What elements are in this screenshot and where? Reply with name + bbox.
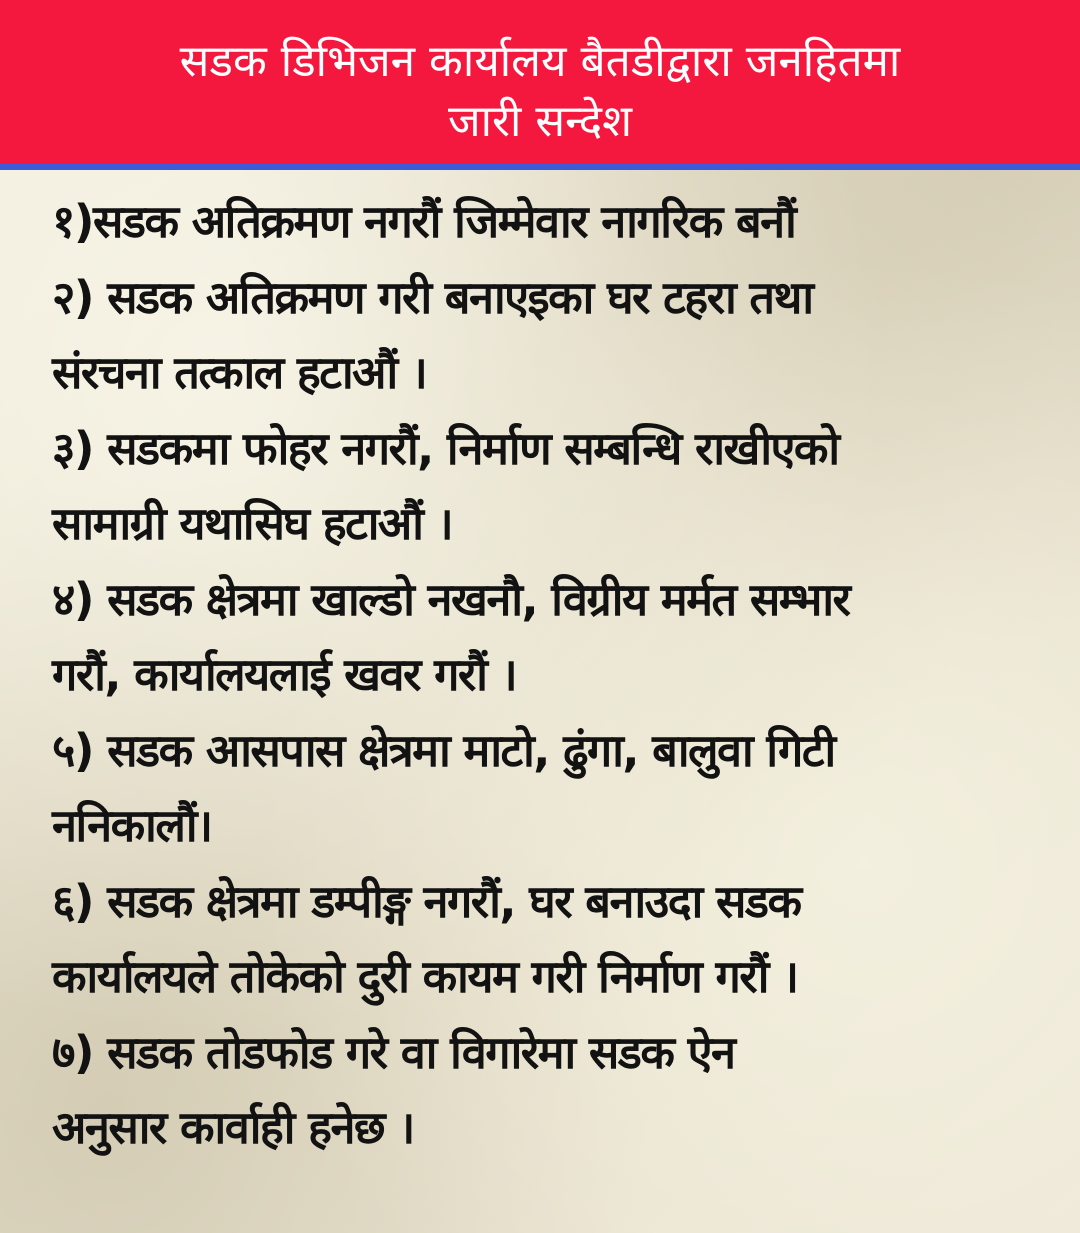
message-line-3: संरचना तत्काल हटाऔं । [52, 346, 427, 399]
header-title-line-1: सडक डिभिजन कार्यालय बैतडीद्वारा जनहितमा [179, 36, 901, 87]
message-line-4: ३) सडकमा फोहर नगरौं, निर्माण सम्बन्धि राखीएको [52, 421, 839, 475]
header-title-line-2: जारी सन्देश [447, 96, 633, 147]
message-line-5: सामाग्री यथासिघ हटाऔं । [52, 497, 453, 550]
message-line-7: गरौं, कार्यालयलाई खवर गरौं । [52, 648, 517, 701]
message-line-12: ७) सडक तोडफोड गरे वा विगारेमा सडक ऐन [52, 1025, 735, 1079]
header-banner [0, 0, 1080, 170]
message-body [52, 184, 1052, 1166]
message-line-8: ५) सडक आसपास क्षेत्रमा माटो, ढुंगा, बालुवा गिटी [52, 723, 835, 777]
message-line-6: ४) सडक क्षेत्रमा खाल्डो नखनौ, विग्रीय मर्मत सम्भार [52, 572, 850, 626]
message-line-1: १)सडक अतिक्रमण नगरौं जिम्मेवार नागरिक बनौं [52, 195, 796, 248]
message-line-9: ननिकालौं। [52, 799, 212, 852]
message-line-2: २) सडक अतिक्रमण गरी बनाएइका घर टहरा तथा [52, 270, 813, 324]
message-line-11: कार्यालयले तोकेको दुरी कायम गरी निर्माण गरौं । [52, 950, 798, 1003]
message-line-13: अनुसार कार्वाही हनेछ । [52, 1101, 414, 1154]
message-line-10: ६) सडक क्षेत्रमा डम्पीङ्ग नगरौं, घर बनाउदा सडक [52, 874, 801, 928]
